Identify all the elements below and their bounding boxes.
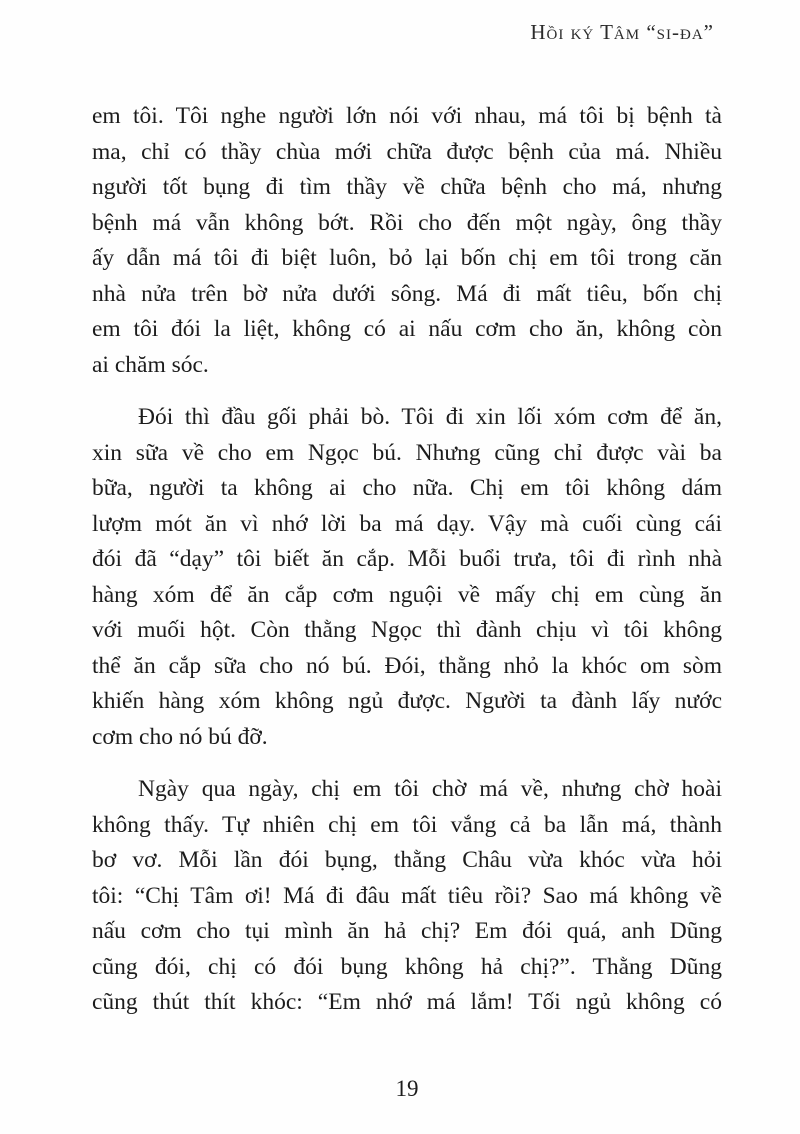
running-header: Hồi ký Tâm “si-đa” [530, 20, 714, 44]
text-line: cũng thút thít khóc: “Em nhớ má lắm! Tối ngủ không có [92, 989, 722, 1015]
text-line: xin sữa về cho em Ngọc bú. Nhưng cũng chỉ được vài ba [92, 439, 722, 466]
text-line: với muối hột. Còn thằng Ngọc thì đành chịu vì tôi không [92, 617, 722, 643]
text-line: hàng xóm để ăn cắp cơm nguội về mấy chị em cùng ăn [92, 581, 722, 608]
text-line: em tôi. Tôi nghe người lớn nói với nhau, má tôi bị bệnh tà [92, 103, 722, 129]
text-line: lượm mót ăn vì nhớ lời ba má dạy. Vậy mà cuối cùng cái [92, 510, 722, 537]
text-line: cơm cho nó bú đỡ. [92, 723, 268, 750]
text-line: tôi: “Chị Tâm ơi! Má đi đâu mất tiêu rồi? Sao má không về [92, 882, 722, 909]
text-line: thể ăn cắp sữa cho nó bú. Đói, thằng nhỏ la khóc om sòm [92, 652, 722, 679]
text-line: nhà nửa trên bờ nửa dưới sông. Má đi mất tiêu, bốn chị [92, 280, 722, 307]
page-number: 19 [395, 1076, 419, 1101]
text-line: người tốt bụng đi tìm thầy về chữa bệnh cho má, nhưng [92, 174, 722, 200]
text-line: Đói thì đầu gối phải bò. Tôi đi xin lối xóm cơm để ăn, [138, 404, 722, 430]
text-line: Ngày qua ngày, chị em tôi chờ má về, nhưng chờ hoài [138, 776, 722, 802]
paragraph [92, 400, 722, 755]
text-line: cũng đói, chị có đói bụng không hả chị?”. Thằng Dũng [92, 953, 722, 980]
text-line: bữa, người ta không ai cho nữa. Chị em tôi không dám [92, 475, 722, 501]
text-line: ai chăm sóc. [92, 351, 209, 378]
text-line: không thấy. Tự nhiên chị em tôi vắng cả ba lẫn má, thành [92, 811, 722, 838]
text-line: đói đã “dạy” tôi biết ăn cắp. Mỗi buổi trưa, tôi đi rình nhà [92, 546, 722, 572]
text-line: ấy dẫn má tôi đi biệt luôn, bỏ lại bốn chị em tôi trong căn [92, 245, 722, 271]
paragraph [92, 99, 722, 383]
paragraph [92, 772, 722, 1021]
text-line: bệnh má vẫn không bớt. Rồi cho đến một ngày, ông thầy [92, 209, 722, 236]
text-line: bơ vơ. Mỗi lần đói bụng, thằng Châu vừa khóc vừa hỏi [92, 847, 722, 873]
text-line: em tôi đói la liệt, không có ai nấu cơm cho ăn, không còn [92, 316, 722, 342]
page-body [92, 99, 722, 1021]
text-line: khiến hàng xóm không ngủ được. Người ta đành lấy nước [92, 688, 722, 714]
text-line: ma, chỉ có thầy chùa mới chữa được bệnh của má. Nhiều [92, 138, 722, 165]
text-line: nấu cơm cho tụi mình ăn hả chị? Em đói quá, anh Dũng [92, 918, 722, 944]
